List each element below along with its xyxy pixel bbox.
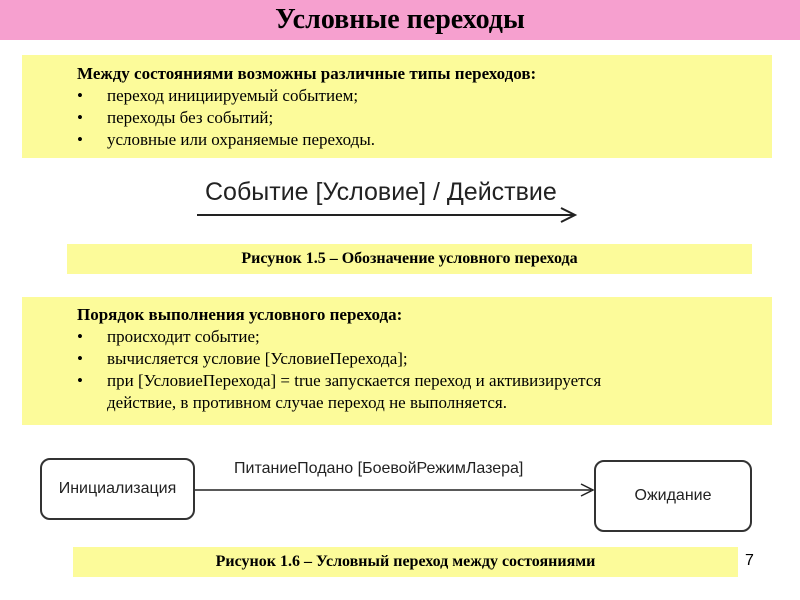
figure1-arrow — [195, 205, 585, 225]
title-bar — [0, 0, 800, 40]
transition-types-heading: Между состояниями возможны различные типы переходов: — [77, 64, 537, 83]
execution-order-block — [22, 297, 772, 425]
list-item-continuation: действие, в противном случае переход не выполняется. — [107, 393, 507, 412]
figure1-transition-label: Событие [Условие] / Действие — [205, 178, 557, 206]
state-waiting-label: Ожидание — [634, 487, 712, 504]
execution-order-heading: Порядок выполнения условного перехода: — [77, 305, 403, 324]
transition-types-list — [77, 85, 772, 151]
figure2-arrow — [195, 480, 597, 500]
slide-title: Условные переходы — [275, 4, 525, 35]
list-item: • переход инициируемый событием; — [77, 85, 772, 107]
figure2-transition-label: ПитаниеПодано [БоевойРежимЛазера] — [234, 460, 524, 477]
figure1-caption: Рисунок 1.5 – Обозначение условного перехода — [67, 244, 752, 274]
state-waiting — [594, 460, 752, 532]
page-number: 7 — [745, 552, 754, 569]
state-initialization — [40, 458, 195, 520]
list-item: • переходы без событий; — [77, 107, 772, 129]
state-initialization-label: Инициализация — [58, 480, 177, 497]
transition-types-block — [22, 55, 772, 158]
list-item: • при [УсловиеПерехода] = true запускается переход и активизируется — [77, 370, 772, 392]
list-item: • условные или охраняемые переходы. — [77, 129, 772, 151]
figure2-caption: Рисунок 1.6 – Условный переход между состояниями — [73, 547, 738, 577]
list-item: • происходит событие; — [77, 326, 772, 348]
execution-order-list — [77, 326, 772, 414]
list-item: • вычисляется условие [УсловиеПерехода]; — [77, 348, 772, 370]
